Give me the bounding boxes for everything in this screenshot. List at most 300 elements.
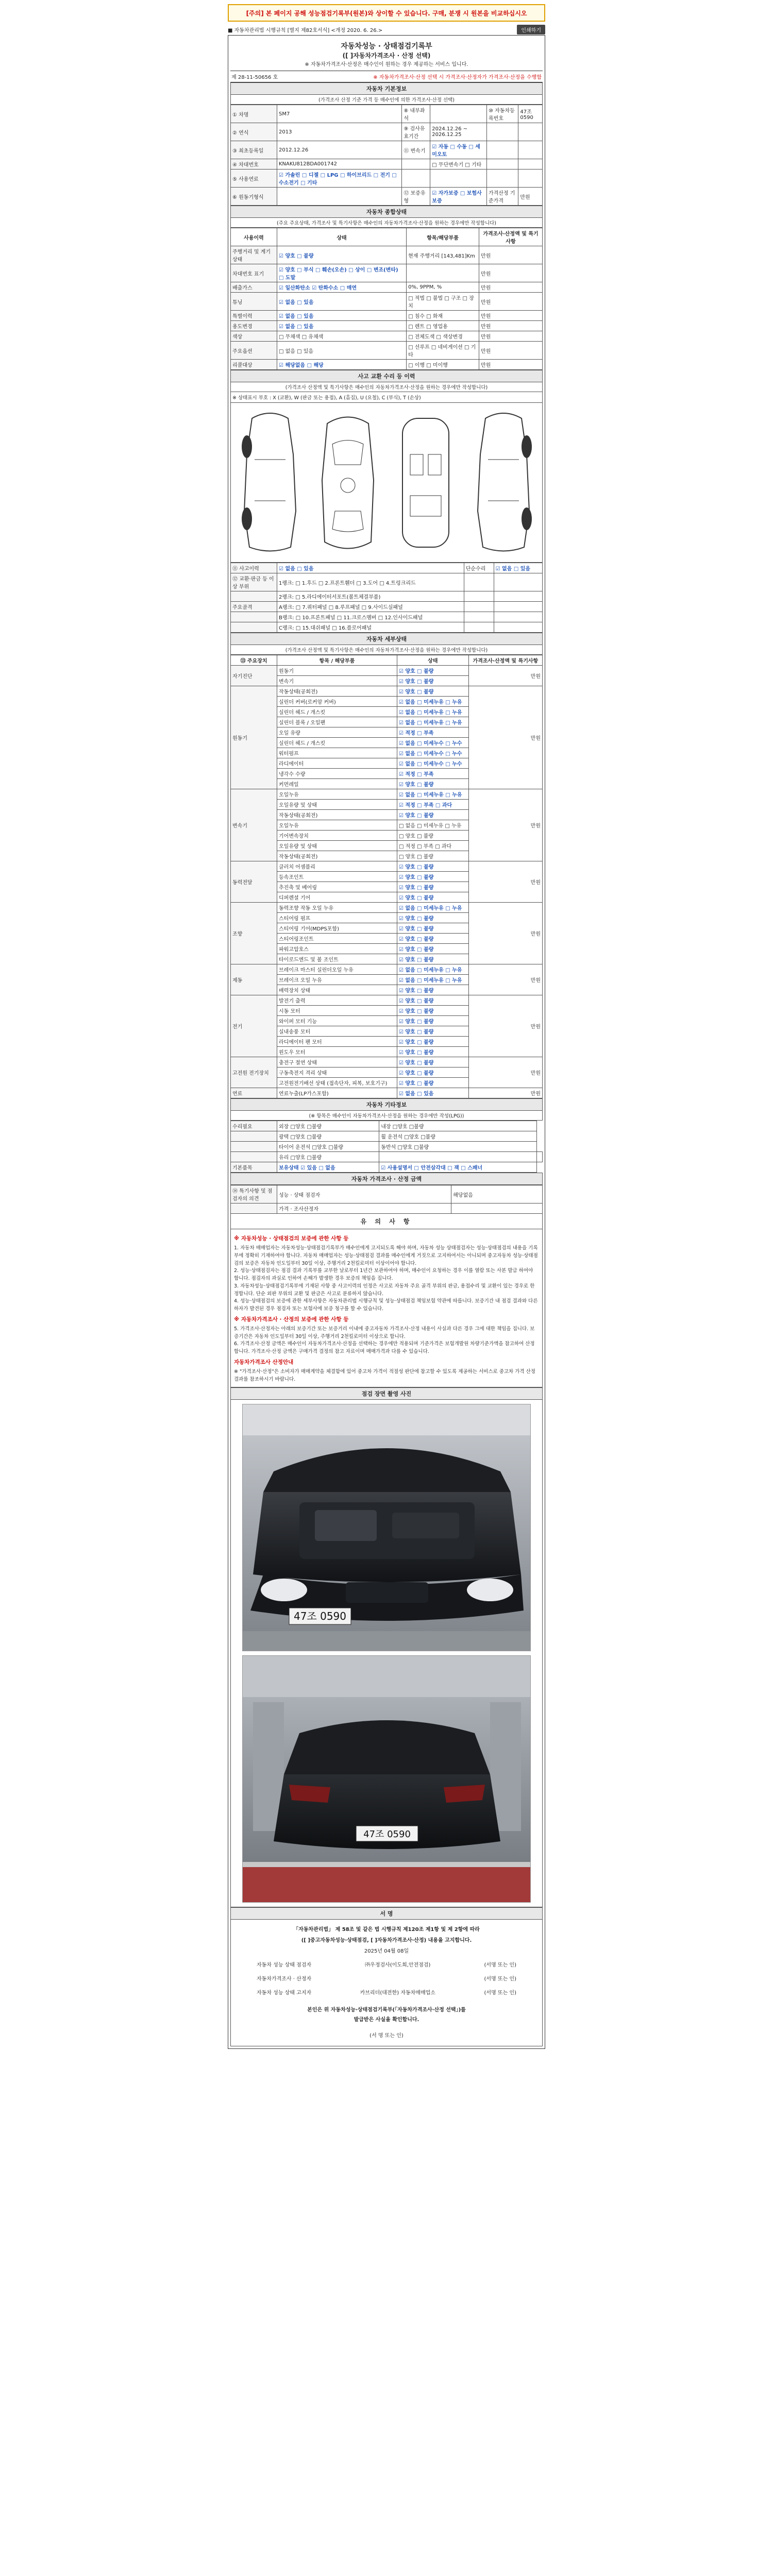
detail-group-label: 변속기 [231, 789, 277, 861]
detail-item: 구동축전지 격리 상태 [277, 1067, 397, 1078]
detail-item: 라디에이터 팬 모터 [277, 1037, 397, 1047]
options-cell: 수리필요 [231, 1121, 277, 1131]
price-cell: 가격 · 조사산정자 [277, 1204, 451, 1214]
basic-cell: ④ 차대번호 [231, 159, 277, 170]
basic-cell: ⑫ 보증유형 [402, 188, 430, 206]
detail-status: ☑ 양호 □ 불량 [397, 686, 468, 697]
status-cell: 만원 [479, 246, 543, 264]
detail-status: ☑ 양호 □ 불량 [397, 954, 468, 964]
basic-cell [402, 159, 430, 170]
basic-cell: 만원 [518, 188, 543, 206]
basic-cell: ☑ 자동 □ 수동 □ 세미오토 [430, 141, 487, 159]
detail-price: 만원 [468, 666, 542, 686]
rear-photo [242, 1655, 531, 1903]
notice-heading-2: ※ 자동차가격조사 · 산정의 보증에 관한 사항 등 [234, 1316, 349, 1323]
detail-status: ☑ 양호 □ 불량 [397, 1047, 468, 1057]
detail-status: ☑ 양호 □ 불량 [397, 872, 468, 882]
detail-item: 추진축 및 베어링 [277, 882, 397, 892]
basic-cell [277, 188, 402, 206]
detail-group-label: 전기 [231, 995, 277, 1057]
basic-cell [518, 170, 543, 188]
status-table [230, 228, 543, 370]
detail-status: ☑ 적정 □ 부족 [397, 769, 468, 779]
detail-group-label: 제동 [231, 964, 277, 995]
confirm-line-2: 발급받은 사실을 확인합니다. [354, 2016, 419, 2023]
detail-item: 발전기 출력 [277, 995, 397, 1006]
accident-row [231, 573, 543, 591]
detail-item: 스티어링 기어(MDPS포함) [277, 923, 397, 934]
confirm-line-1: 본인은 위 자동차성능·상태점검기록부(「자동차가격조사·산정 선택」)를 [307, 2007, 466, 2013]
price-notice: ※ 자동차가격조사·산정 선택 시 가격조사·산정자가 가격조사·산정을 수행함 [373, 75, 542, 80]
detail-row [231, 666, 543, 676]
detail-group-label: 동력전달 [231, 861, 277, 903]
detail-item: 라디에이터 [277, 758, 397, 769]
detail-item: 브레이크 마스터 실린더오일 누유 [277, 964, 397, 975]
detail-status: □ 양호 □ 불량 [397, 831, 468, 841]
photos-header: 점검 장면 촬영 사진 [230, 1387, 543, 1400]
basic-cell [487, 123, 518, 141]
title-box [230, 38, 543, 71]
detail-price: 만원 [468, 903, 542, 964]
basic-cell: ⑪ 변속기 [402, 141, 430, 159]
basic-cell: KNAKU812BDA001742 [277, 159, 402, 170]
signature-row [241, 1985, 532, 1999]
detail-status: ☑ 없음 □ 미세누유 □ 누유 [397, 964, 468, 975]
doc-number: 제 28-11-50656 호 [231, 75, 278, 80]
accident-cell [464, 622, 494, 633]
status-column-header: 상태 [277, 228, 407, 246]
basic-cell: 2013 [277, 123, 402, 141]
engine-photo [242, 1404, 531, 1651]
price-cell: ⑭ 특기사항 및 점검자의 의견 [231, 1185, 277, 1204]
car-interior-icon [387, 408, 464, 557]
detail-column-header: 항목 / 해당부품 [277, 655, 397, 666]
detail-item: 작동상태(공회전) [277, 686, 397, 697]
accident-row [231, 622, 543, 633]
options-cell [231, 1131, 277, 1142]
accident-cell [231, 591, 277, 602]
status-cell: ☑ 양호 □ 불량 [277, 246, 407, 264]
detail-item: 실린더 커버(로커암 커버) [277, 697, 397, 707]
options-cell [231, 1142, 277, 1152]
accident-row [231, 612, 543, 622]
detail-item: 시동 모터 [277, 1006, 397, 1016]
basic-cell [402, 170, 430, 188]
car-top-icon [309, 408, 386, 557]
detail-status: ☑ 없음 □ 있음 [397, 1088, 468, 1098]
price-cell: 해당없음 [451, 1185, 543, 1204]
basic-row [231, 159, 543, 170]
options-cell: 타이어 운전석 □양호 □불량 [277, 1142, 379, 1152]
detail-row [231, 789, 543, 800]
notice-p4: 4. 성능·상태점검의 보증에 관한 세부사항은 자동차관리법 시행규칙 및 성능·상태점검 책임보험 약관에 따릅니다. 보증기간 내 점검 결과와 다른 하자가 발견된 경우 점검자 또는 보험사에 보증 청구를 할 수 있습니다. [234, 1298, 538, 1312]
detail-item: 기어변속장치 [277, 831, 397, 841]
detail-item: 디퍼렌셜 기어 [277, 892, 397, 903]
accident-cell: ☑ 없음 □ 있음 [494, 563, 542, 573]
detail-status: ☑ 적정 □ 부족 [397, 727, 468, 738]
detail-status: ☑ 양호 □ 불량 [397, 1006, 468, 1016]
document-page [228, 24, 545, 2049]
detail-column-header: 상태 [397, 655, 468, 666]
basic-cell: ⑩ 자동차등록번호 [487, 105, 518, 123]
accident-cell: 2랭크: □ 5.라디에이터서포트(볼트체결부품) [277, 591, 464, 602]
status-cell: 리콜대상 [231, 360, 277, 370]
detail-status: ☑ 양호 □ 불량 [397, 995, 468, 1006]
status-cell: □ 침수 □ 화재 [407, 311, 479, 321]
signature-field: 자동차 성능 상태 점검자 [257, 1962, 312, 1968]
accident-cell: A랭크: □ 7.쿼터패널 □ 8.루프패널 □ 9.사이드실패널 [277, 602, 464, 612]
accident-cell: 주요골격 [231, 602, 277, 612]
status-row [231, 321, 543, 331]
detail-item: 오일유량 및 상태 [277, 841, 397, 851]
signature-field: (서명 또는 인) [484, 1976, 516, 1982]
warning-banner: [주의] 본 페이지 공해 성능점검기록부(원본)와 상이할 수 있습니다. 구매, 분쟁 시 원본을 비교하십시오 [228, 4, 545, 22]
detail-price: 만원 [468, 1088, 542, 1098]
price-row [231, 1185, 543, 1204]
status-row [231, 342, 543, 360]
signature-row [241, 1957, 532, 1971]
doc-number-row [230, 71, 543, 82]
top-bar [228, 24, 545, 35]
basic-cell: 2024.12.26 ~ 2026.12.25 [430, 123, 487, 141]
detail-item: 타이로드엔드 및 볼 조인트 [277, 954, 397, 964]
detail-item: 오일누유 [277, 789, 397, 800]
detail-status: ☑ 양호 □ 불량 [397, 1037, 468, 1047]
basic-cell: ② 연식 [231, 123, 277, 141]
detail-status: ☑ 양호 □ 불량 [397, 944, 468, 954]
detail-row [231, 1057, 543, 1067]
signature-block [230, 1920, 543, 2046]
detail-item: 작동상태(공회전) [277, 810, 397, 820]
detail-status: ☑ 없음 □ 미세누수 □ 누수 [397, 748, 468, 758]
accident-cell [231, 622, 277, 633]
options-cell [379, 1152, 537, 1162]
detail-status: ☑ 양호 □ 불량 [397, 1016, 468, 1026]
status-sub: (주요 주요상태, 가격조사 및 특기사항은 매수인의 자동차가격조사·산정을 원하는 경우에만 작성합니다) [230, 218, 543, 228]
signature-field: ㈜우정검사(이도희,안전점검) [365, 1962, 431, 1968]
status-column-header: 항목/해당부품 [407, 228, 479, 246]
accident-cell: C랭크: □ 15.대쉬패널 □ 16.플로어패널 [277, 622, 464, 633]
accident-row [231, 591, 543, 602]
detail-item: 고전원전기배선 상태 (접속단자, 피복, 보호기구) [277, 1078, 397, 1088]
detail-item: 실린더 블록 / 오일팬 [277, 717, 397, 727]
detail-status: ☑ 양호 □ 불량 [397, 810, 468, 820]
detail-item: 동력조향 작동 오일 누유 [277, 903, 397, 913]
car-diagram [230, 403, 543, 563]
detail-status: ☑ 양호 □ 불량 [397, 676, 468, 686]
accident-sub: (가격조사 산정액 및 특기사항은 매수인의 자동차가격조사·산정을 원하는 경우에만 작성합니다) [230, 382, 543, 392]
detail-item: 충전구 절연 상태 [277, 1057, 397, 1067]
status-cell: 만원 [479, 342, 543, 360]
accident-row [231, 602, 543, 612]
signature-field: (서명 또는 인) [484, 1962, 516, 1968]
basic-info-table [230, 105, 543, 206]
detail-status: ☑ 양호 □ 불량 [397, 779, 468, 789]
status-row [231, 282, 543, 293]
signature-field: 자동차 성능 상태 고지자 [257, 1990, 312, 1996]
basic-cell [487, 159, 518, 170]
accident-cell [464, 602, 494, 612]
options-row [231, 1131, 543, 1142]
signature-field: (서명 또는 인) [484, 1990, 516, 1996]
detail-status: ☑ 양호 □ 불량 [397, 666, 468, 676]
detail-price: 만원 [468, 861, 542, 903]
detail-status: ☑ 없음 □ 미세누유 □ 누유 [397, 717, 468, 727]
detail-row [231, 964, 543, 975]
status-cell: ☑ 해당없음 □ 해당 [277, 360, 407, 370]
status-cell: 용도변경 [231, 321, 277, 331]
front-plate: 47조 0590 [293, 1609, 347, 1622]
detail-status: ☑ 양호 □ 불량 [397, 913, 468, 923]
accident-cell: 1랭크: □ 1.후드 □ 2.프론트휀더 □ 3.도어 □ 4.트렁크리드 [277, 573, 464, 591]
accident-cell: 단순수리 [464, 563, 494, 573]
detail-column-header: 가격조사·산정액 및 특기사항 [468, 655, 542, 666]
accident-cell: ☑ 없음 □ 있음 [277, 563, 464, 573]
accident-cell: ⑫ 교환·판금 등 이상 부위 [231, 573, 277, 591]
detail-price: 만원 [468, 789, 542, 861]
detail-item: 와이퍼 모터 기능 [277, 1016, 397, 1026]
detail-status: ☑ 적정 □ 부족 □ 과다 [397, 800, 468, 810]
options-cell: 동반석 □양호 □불량 [379, 1142, 537, 1152]
detail-status: ☑ 양호 □ 불량 [397, 923, 468, 934]
detail-item: 등속조인트 [277, 872, 397, 882]
basic-row [231, 188, 543, 206]
detail-status: □ 양호 □ 불량 [397, 851, 468, 861]
status-row [231, 246, 543, 264]
status-cell: □ 렌트 □ 영업용 [407, 321, 479, 331]
detail-item: 실린더 헤드 / 개스킷 [277, 707, 397, 717]
status-cell [407, 264, 479, 282]
detail-sub: (가격조사 산정액 및 특기사항은 매수인의 자동차가격조사·산정을 원하는 경우에만 작성합니다) [230, 645, 543, 655]
options-cell: 기본품목 [231, 1162, 277, 1173]
notice-p2: 2. 성능·상태점검자는 점검 결과 기록부를 교부한 날로부터 1년간 보관하여야 하며, 매수인이 요청하는 경우 이를 열람 또는 사본 발급 하여야 합니다. 점검자의 과실로 인하여 손해가 발생한 경우 보증의 책임을 집니다. [234, 1268, 533, 1282]
basic-cell: □ 무단변속기 □ 기타 [430, 159, 487, 170]
accident-cell [494, 573, 542, 591]
inspection-record [228, 35, 545, 2049]
status-column-header: 가격조사·산정액 및 특기사항 [479, 228, 543, 246]
detail-group-label: 자기진단 [231, 666, 277, 686]
basic-row [231, 123, 543, 141]
signature-row [241, 1971, 532, 1985]
status-header-row [231, 228, 543, 246]
detail-price: 만원 [468, 995, 542, 1057]
detail-item: 오일누유 [277, 820, 397, 831]
detail-item: 배력장치 상태 [277, 985, 397, 995]
status-cell: 만원 [479, 282, 543, 293]
accident-cell: B랭크: □ 10.프론트패널 □ 11.크로스멤버 □ 12.인사이드패널 [277, 612, 464, 622]
notice-title: 유 의 사 항 [230, 1214, 543, 1229]
detail-status: ☑ 양호 □ 불량 [397, 1057, 468, 1067]
status-cell: ☑ 없음 □ 있음 [277, 293, 407, 311]
detail-status: □ 없음 □ 미세누유 □ 누유 [397, 820, 468, 831]
detail-status: ☑ 없음 □ 미세누수 □ 누수 [397, 758, 468, 769]
detail-item: 윈도우 모터 [277, 1047, 397, 1057]
status-cell: 주요옵션 [231, 342, 277, 360]
basic-info-sub: (가격조사 산정 기준 가격 등 매수인에 의한 가격조사·산정 선택) [230, 95, 543, 105]
options-row [231, 1162, 543, 1173]
status-cell: 배출가스 [231, 282, 277, 293]
detail-status: ☑ 양호 □ 불량 [397, 861, 468, 872]
status-cell: ☑ 없음 □ 있음 [277, 321, 407, 331]
basic-cell [518, 123, 543, 141]
status-cell: □ 없음 □ 있음 [277, 342, 407, 360]
detail-table [230, 655, 543, 1098]
detail-status: ☑ 없음 □ 미세누유 □ 누유 [397, 975, 468, 985]
basic-cell [518, 141, 543, 159]
detail-status: ☑ 양호 □ 불량 [397, 934, 468, 944]
detail-row [231, 1088, 543, 1098]
basic-info-header: 자동차 기본정보 [230, 82, 543, 95]
detail-price: 만원 [468, 686, 542, 789]
detail-header-row [231, 655, 543, 666]
detail-item: 작동상태(공회전) [277, 851, 397, 861]
basic-row [231, 105, 543, 123]
detail-status: ☑ 없음 □ 미세누유 □ 누유 [397, 697, 468, 707]
notice-p7: ※ "가격조사·산정"은 소비자가 매매계약을 체결함에 있어 중고차 가격이 적절성 판단에 참고할 수 있도록 제공하는 서비스로 중고차 가격 산정 결과를 참조하시기 바랍니다. [234, 1369, 535, 1382]
detail-item: 변속기 [277, 676, 397, 686]
detail-status: ☑ 없음 □ 미세누유 □ 누유 [397, 789, 468, 800]
basic-cell [487, 170, 518, 188]
detail-item: 실린더 헤드 / 개스킷 [277, 738, 397, 748]
detail-status: □ 적정 □ 부족 □ 과다 [397, 841, 468, 851]
options-cell: 보유상태 ☑ 있음 □ 없음 [277, 1162, 379, 1173]
accident-cell [494, 602, 542, 612]
basic-cell: SM7 [277, 105, 402, 123]
accident-cell [464, 612, 494, 622]
detail-item: 브레이크 오일 누유 [277, 975, 397, 985]
accident-cell [494, 612, 542, 622]
detail-item: 커먼레일 [277, 779, 397, 789]
accident-cell [494, 591, 542, 602]
detail-item: 파워고압호스 [277, 944, 397, 954]
notice-body [230, 1229, 543, 1387]
signature-date: 2025년 04월 08일 [364, 1948, 409, 1954]
basic-cell: ③ 최초등록일 [231, 141, 277, 159]
detail-row [231, 861, 543, 872]
detail-row [231, 903, 543, 913]
detail-status: ☑ 양호 □ 불량 [397, 985, 468, 995]
basic-cell [487, 141, 518, 159]
car-side-right-icon [465, 408, 542, 557]
form-reference: ■ 자동차관리법 시행규칙 [별지 제82호서식] <개정 2020. 6. 26.> [228, 27, 383, 33]
basic-row [231, 170, 543, 188]
notice-p6: 6. 가격조사·산정 금액은 매수인이 자동차가격조사·산정을 선택하는 경우에만 적용되며 기준가격은 보험개발원 차량기준가액을 참고하여 산정합니다. 가격조사·산정 금액은 구매가격 결정의 참고 자료이며 매매가격과 다를 수 있습니다. [234, 1341, 535, 1355]
detail-item: 원동기 [277, 666, 397, 676]
status-cell: 특별이력 [231, 311, 277, 321]
options-cell: 내장 □양호 □불량 [379, 1121, 537, 1131]
status-row [231, 293, 543, 311]
detail-price: 만원 [468, 964, 542, 995]
detail-status: ☑ 양호 □ 불량 [397, 1067, 468, 1078]
detail-group-label: 고전원 전기장치 [231, 1057, 277, 1088]
price-header: 자동차 가격조사 · 산정 금액 [230, 1173, 543, 1185]
page-title: 자동차성능 · 상태점검기록부 [341, 42, 432, 50]
status-cell: 주행거리 및 계기상태 [231, 246, 277, 264]
options-cell [537, 1152, 543, 1162]
status-cell: 튜닝 [231, 293, 277, 311]
options-row [231, 1121, 543, 1131]
basic-cell: ⑥ 원동기형식 [231, 188, 277, 206]
basic-cell: 2012.12.26 [277, 141, 402, 159]
options-row [231, 1152, 543, 1162]
status-cell: 만원 [479, 311, 543, 321]
accident-cell: ⑪ 사고이력 [231, 563, 277, 573]
detail-price: 만원 [468, 1057, 542, 1088]
status-cell: 0%, 9PPM, % [407, 282, 479, 293]
detail-item: 실내송풍 모터 [277, 1026, 397, 1037]
detail-status: ☑ 양호 □ 불량 [397, 1078, 468, 1088]
detail-status: ☑ 없음 □ 미세누유 □ 누유 [397, 903, 468, 913]
detail-item: 스티어링조인트 [277, 934, 397, 944]
detail-status: ☑ 없음 □ 미세누수 □ 누수 [397, 738, 468, 748]
rear-plate: 47조 0590 [363, 1828, 411, 1840]
status-legend: ※ 상태표시 부호 : X (교환), W (판금 또는 용접), A (흠집), U (요철), C (부식), T (손상) [230, 392, 543, 403]
detail-item: 냉각수 수량 [277, 769, 397, 779]
basic-cell: ① 차명 [231, 105, 277, 123]
price-cell [231, 1204, 277, 1214]
basic-row [231, 141, 543, 159]
status-cell: 만원 [479, 264, 543, 282]
options-cell: ☑ 사용설명서 □ 안전삼각대 □ 잭 □ 스패너 [379, 1162, 537, 1173]
basic-cell: 가격산정 기준가격 [487, 188, 518, 206]
status-cell: □ 전체도색 □ 색상변경 [407, 331, 479, 342]
detail-item: 클러치 어셈블리 [277, 861, 397, 872]
detail-column-header: ⑬ 주요장치 [231, 655, 277, 666]
detail-row [231, 686, 543, 697]
detail-item: 워터펌프 [277, 748, 397, 758]
price-table [230, 1185, 543, 1214]
price-row [231, 1204, 543, 1214]
status-header: 자동차 종합상태 [230, 206, 543, 218]
notice-heading-3: 자동차가격조사 산정안내 [234, 1359, 294, 1365]
accident-cell [464, 573, 494, 591]
accident-row [231, 563, 543, 573]
page-subtitle: ([ ]자동차가격조사 · 산정 선택) [342, 52, 431, 59]
basic-cell: ⑤ 사용연료 [231, 170, 277, 188]
status-cell: 만원 [479, 293, 543, 311]
status-cell: ☑ 없음 □ 있음 [277, 311, 407, 321]
detail-item: 스티어링 펌프 [277, 913, 397, 923]
print-button[interactable]: 인쇄하기 [517, 25, 545, 35]
signature-header: 서 명 [230, 1907, 543, 1920]
status-cell: □ 선루프 □ 네비게이션 □ 기타 [407, 342, 479, 360]
detail-status: ☑ 양호 □ 불량 [397, 1026, 468, 1037]
notice-heading-1: ※ 자동차성능 · 상태점검의 보증에 관한 사항 등 [234, 1235, 349, 1242]
price-cell [451, 1204, 543, 1214]
options-cell [231, 1152, 277, 1162]
detail-status: ☑ 양호 □ 불량 [397, 882, 468, 892]
accident-cell [231, 612, 277, 622]
notice-p3: 3. 자동차성능·상태점검기록부에 기재된 사항 중 사고이력의 인정은 사고로 자동차 주요 골격 부위의 판금, 용접수리 및 교환이 있는 경우로 한정합니다. 단순 외판 부위의 교환 및 판금은 사고로 분류하지 않습니다. [234, 1283, 535, 1297]
status-cell: 만원 [479, 331, 543, 342]
signature-statement: 「자동차관리법」 제 58조 및 같은 법 시행규칙 제120조 제1항 및 제 2항에 따라 [293, 1926, 480, 1933]
notice-p5: 5. 가격조사·산정자는 아래의 보증기간 또는 보증거리 이내에 중고자동차 가격조사·산정 내용이 사실과 다른 경우 그에 대한 책임을 집니다. 보증기간은 자동차 인도일부터 30일 이상, 주행거리 2천킬로미터 이상으로 합니다. [234, 1326, 535, 1340]
options-table [230, 1121, 543, 1173]
basic-cell [430, 105, 487, 123]
photos-area [230, 1400, 543, 1907]
basic-cell: ☑ 자가보증 □ 보험사보증 [430, 188, 487, 206]
detail-row [231, 995, 543, 1006]
status-row [231, 311, 543, 321]
detail-item: 오일유량 및 상태 [277, 800, 397, 810]
basic-cell: ⑨ 검사유효기간 [402, 123, 430, 141]
accident-cell [464, 591, 494, 602]
status-column-header: 사용이력 [231, 228, 277, 246]
status-cell: □ 이행 □ 미이행 [407, 360, 479, 370]
detail-group-label: 조향 [231, 903, 277, 964]
detail-group-label: 연료 [231, 1088, 277, 1098]
status-cell: ☑ 일산화탄소 ☑ 탄화수소 □ 매연 [277, 282, 407, 293]
